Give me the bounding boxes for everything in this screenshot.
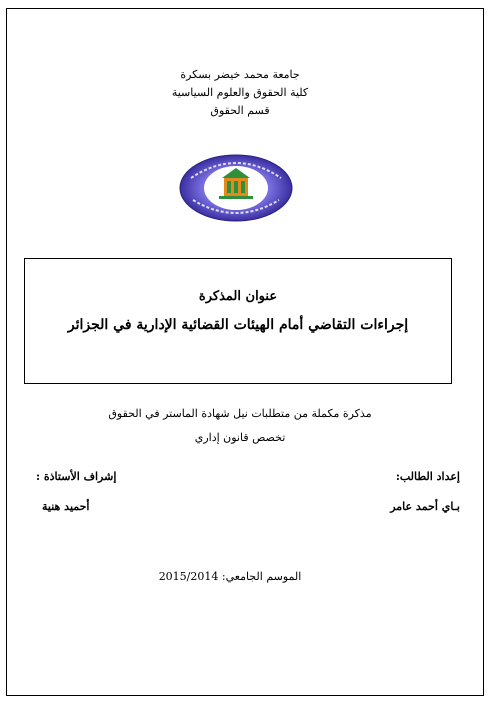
supervisor-name: أحميد هنية xyxy=(42,500,90,513)
student-name: بـاي أحمد عامر xyxy=(390,500,460,513)
title-label: عنوان المذكرة xyxy=(198,289,278,304)
specialization: تخصص قانون إداري xyxy=(194,431,286,444)
thesis-title-box xyxy=(24,258,452,384)
degree-note xyxy=(80,402,400,450)
department-name: قسم الحقوق xyxy=(210,104,270,117)
institution-header xyxy=(120,66,360,120)
thesis-title: إجراءات التقاضي أمام الهيئات القضائية الإدارية في الجزائر xyxy=(67,317,409,333)
supervisor-label: إشراف الأستاذة : xyxy=(36,470,117,483)
degree-requirement: مذكرة مكملة من متطلبات نيل شهادة الماستر في الحقوق xyxy=(108,407,372,420)
university-seal-icon xyxy=(177,152,295,224)
academic-year: الموسم الجامعي: 2015/2014 xyxy=(158,570,302,583)
university-name: جامعة محمد خيضر بسكرة xyxy=(180,68,300,81)
faculty-name: كلية الحقوق والعلوم السياسية xyxy=(171,86,309,99)
student-label: إعداد الطالب: xyxy=(395,470,460,483)
